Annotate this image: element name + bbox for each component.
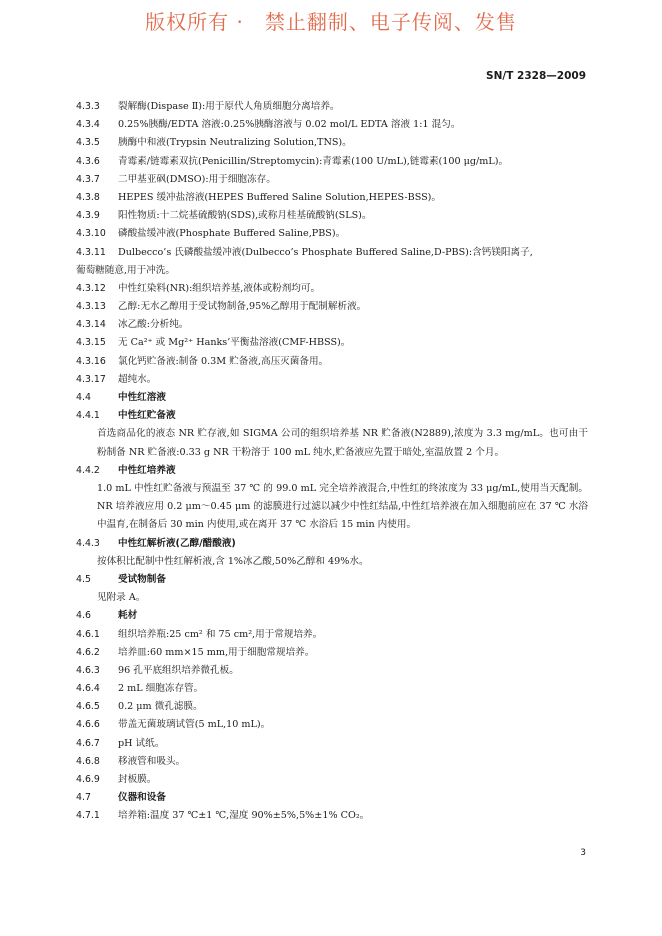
list-item-continuation: 葡萄糖随意,用于冲洗。 [76,264,175,276]
list-item: 4.6.7 pH 试纸。 [76,737,165,749]
list-item: 4.3.6 青霉素/链霉素双抗(Penicillin/Streptomycin):青霉素(100 U/mL),链霉素(100 μg/mL)。 [76,155,509,167]
section-heading-4-4: 4.4 中性红溶液 [76,392,166,403]
section-heading-4-5: 4.5 受试物制备 [76,573,166,585]
page-number: 3 [580,848,586,858]
list-item: 4.3.14 冰乙酸:分析纯。 [76,319,189,331]
list-item: 4.6.1 组织培养瓶:25 cm² 和 75 cm²,用于常规培养。 [76,628,323,640]
list-item: 4.3.7 二甲基亚砜(DMSO):用于细胞冻存。 [76,173,276,185]
list-item: 4.3.11 Dulbecco’s 氏磷酸盐缓冲液(Dulbecco’s Phosphate Buffered Saline,D-PBS):含钙镁阳离子, [76,246,533,258]
list-item: 4.3.16 氯化钙贮备液:制备 0.3M 贮备液,高压灭菌备用。 [76,355,329,367]
list-item: 4.3.12 中性红染料(NR):组织培养基,液体或粉剂均可。 [76,282,321,294]
list-item: 4.6.4 2 mL 细胞冻存管。 [76,683,204,695]
standard-number: SN/T 2328—2009 [486,70,586,82]
list-item: 4.3.8 HEPES 缓冲盐溶液(HEPES Buffered Saline Solution,HEPES-BSS)。 [76,191,442,203]
paragraph-4-4-2: 1.0 mL 中性红贮备液与预温至 37 ℃ 的 99.0 mL 完全培养液混合,中性红的终浓度为 33 μg/mL,使用当天配制。NR 培养液应用 0.2 μm～0.45 μm 的滤膜进行过滤以减少中性红结晶,中性红培养液在加入细胞前应在 37 ℃ 水浴中温育,在制备后 30 min 内使用,或在离开 37 ℃ 水浴后 15 min 内使用。 [97,482,588,531]
consumables-list [76,626,588,790]
list-item: 4.6.3 96 孔平底组织培养微孔板。 [76,664,239,676]
document-body [76,98,588,826]
list-item: 4.6.6 带盖无菌玻璃试管(5 mL,10 mL)。 [76,719,271,731]
list-item: 4.6.8 移液管和吸头。 [76,755,186,767]
list-item: 4.3.9 阳性物质:十二烷基硫酸钠(SDS),或称月桂基硫酸钠(SLS)。 [76,210,372,222]
list-item: 4.3.17 超纯水。 [76,373,157,385]
list-item: 4.6.9 封板膜。 [76,774,157,786]
list-item: 4.6.2 培养皿:60 mm×15 mm,用于细胞常规培养。 [76,646,315,658]
list-item: 4.3.13 乙醇:无水乙醇用于受试物制备,95%乙醇用于配制解析液。 [76,301,367,313]
list-item: 4.7.1 培养箱:温度 37 ℃±1 ℃,湿度 90%±5%,5%±1% CO₂。 [76,810,370,822]
paragraph-4-4-3: 按体积比配制中性红解析液,含 1%冰乙酸,50%乙醇和 49%水。 [97,555,369,567]
list-item: 4.3.5 胰酶中和液(Trypsin Neutralizing Solution,TNS)。 [76,137,352,149]
subsection-heading-4-4-3: 4.4.3 中性红解析液(乙醇/醋酸液) [76,537,236,549]
reagent-list [76,98,588,389]
list-item: 4.3.15 无 Ca²⁺ 或 Mg²⁺ Hanks’平衡盐溶液(CMF-HBSS)。 [76,337,351,349]
list-item: 4.6.5 0.2 μm 微孔滤膜。 [76,701,203,713]
list-item: 4.3.3 裂解酶(Dispase Ⅱ):用于原代人角质细胞分离培养。 [76,101,340,112]
paragraph-4-5: 见附录 A。 [97,592,146,604]
list-item: 4.3.4 0.25%胰酶/EDTA 溶液:0.25%胰酶溶液与 0.02 mol/L EDTA 溶液 1:1 混匀。 [76,119,461,131]
subsection-heading-4-4-2: 4.4.2 中性红培养液 [76,464,176,476]
subsection-heading-4-4-1: 4.4.1 中性红贮备液 [76,410,176,422]
section-heading-4-7: 4.7 仪器和设备 [76,792,166,804]
paragraph-4-4-1: 首选商品化的液态 NR 贮存液,如 SIGMA 公司的组织培养基 NR 贮备液(N2889),浓度为 3.3 mg/mL。也可由干粉制备 NR 贮备液:0.33 g NR 干粉溶于 100 mL 纯水,贮备液应先置于暗处,室温放置 2 个月。 [97,428,588,458]
section-heading-4-6: 4.6 耗材 [76,610,138,622]
copyright-watermark: 版权所有 · 禁止翻制、电子传阅、发售 [145,10,517,34]
list-item: 4.3.10 磷酸盐缓冲液(Phosphate Buffered Saline,PBS)。 [76,228,346,240]
